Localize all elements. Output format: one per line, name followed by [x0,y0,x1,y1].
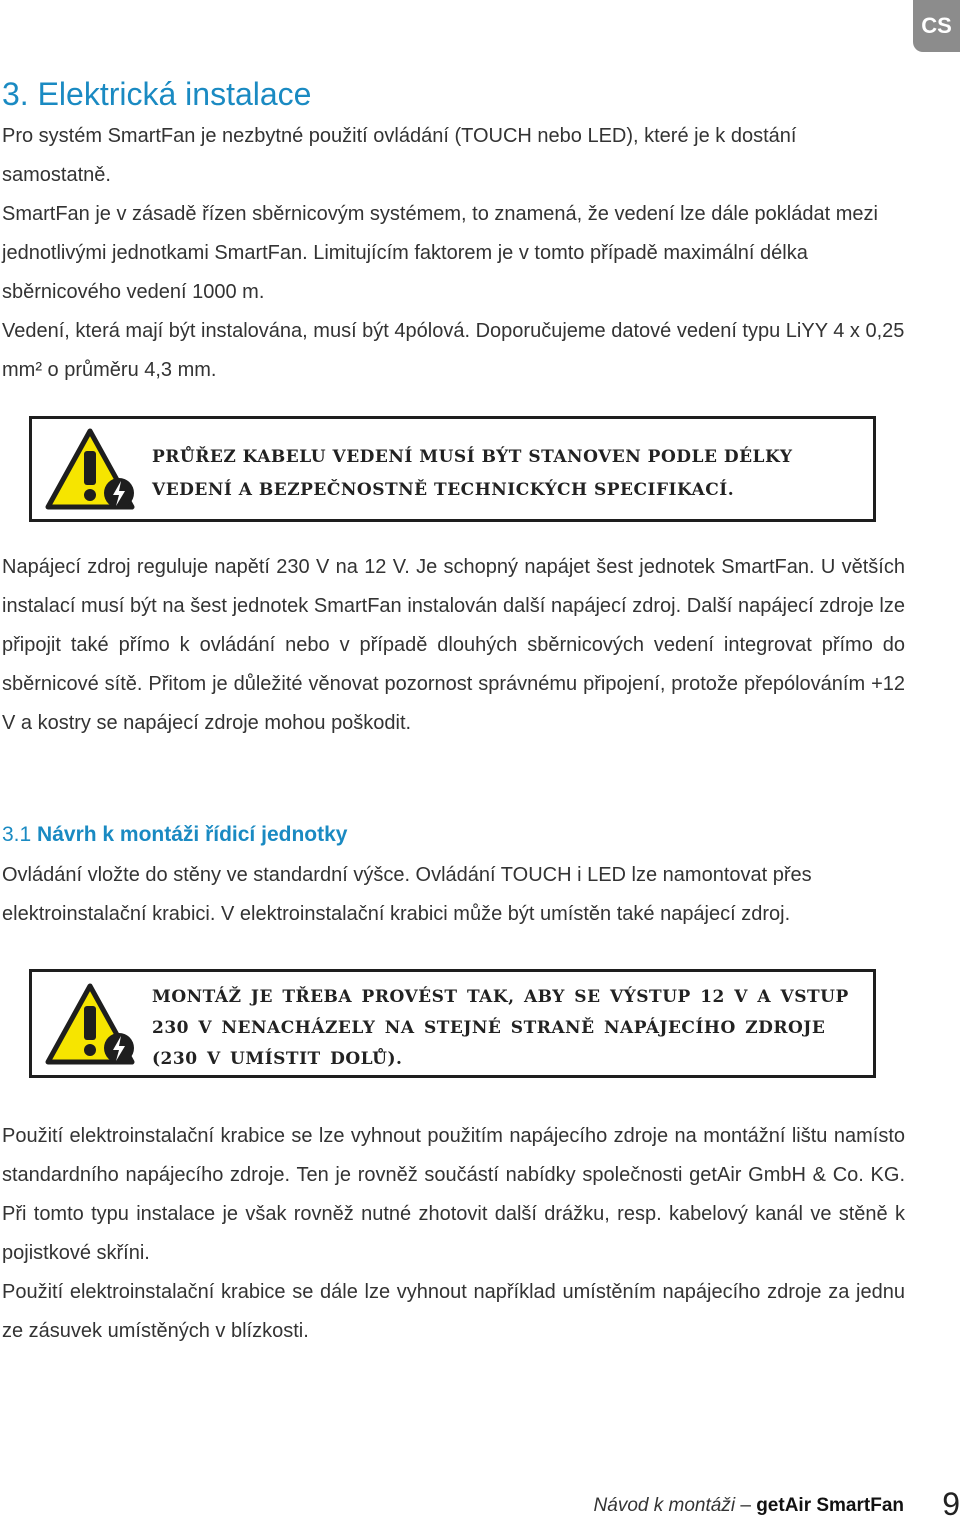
subsection-heading: Návrh k montáži řídicí jednotky [37,823,348,846]
intro-text [2,117,905,390]
warning-electric-icon [44,427,136,511]
subsection-title [2,820,347,850]
language-tab: CS [913,0,960,52]
warning-box-cable [29,416,876,522]
subsection-text [2,856,905,934]
closing-paragraph: Použití elektroinstalační krabice se dále lze vyhnout například umístěním napájecího zdroje za jednu ze zásuvek umístěných v blízkosti. [2,1281,905,1342]
power-paragraph: Napájecí zdroj reguluje napětí 230 V na 12 V. Je schopný napájet šest jednotek SmartFan. U větších instalací musí být na šest jednotek SmartFan instalován další napájecí zdroj. Další napájecí zdroje lze připojit také přímo k ovládání nebo v případě dlouhých sběrnicových vedení integrovat přímo do sběrnicové sítě. Přitom je důležité věnovat pozornost správnému připojení, protože přepólováním +12 V a kostry se napájecí zdroje mohou poškodit. [2,556,905,734]
closing-paragraph: Použití elektroinstalační krabice se lze vyhnout použitím napájecího zdroje na montážní lištu namísto standardního napájecího zdroje. Ten je rovněž součástí nabídky společnosti getAir GmbH & Co. KG. Při tomto typu instalace je však rovněž nutné zhotovit další drážku, resp. kabelový kanál ve stěně k pojistkové skříni. [2,1125,905,1264]
footer-brand: getAir SmartFan [756,1495,904,1516]
page-number: 9 [942,1486,960,1522]
footer [560,1486,904,1526]
warning-text-mounting: MONTÁŽ JE TŘEBA PROVÉST TAK, ABY SE VÝSTUP 12 V A VSTUP 230 V NENACHÁZELY NA STEJNÉ STRANĚ NAPÁJECÍHO ZDROJE (230 V UMÍSTIT DOLŮ). [152,987,849,1069]
power-supply-text [2,548,905,743]
subsection-paragraph: Ovládání vložte do stěny ve standardní výšce. Ovládání TOUCH i LED lze namontovat přes elektroinstalační krabici. V elektroinstalační krabici může být umístěn také napájecí zdroj. [2,864,812,925]
warning-box-mounting [29,969,876,1078]
footer-doc-label: Návod k montáži [593,1495,736,1516]
section-title: 3. Elektrická instalace [2,76,312,112]
intro-paragraph: SmartFan je v zásadě řízen sběrnicovým systémem, to znamená, že vedení lze dále pokládat mezi jednotlivými jednotkami SmartFan. Limitujícím faktorem je v tomto případě maximální délka sběrnicového vedení 1000 m. [2,203,878,303]
closing-text [2,1117,905,1351]
intro-paragraph: Pro systém SmartFan je nezbytné použití ovládání (TOUCH nebo LED), které je k dostání samostatně. [2,125,797,186]
footer-separator: – [740,1495,751,1516]
subsection-number: 3.1 [2,823,32,846]
intro-paragraph: Vedení, která mají být instalována, musí být 4pólová. Doporučujeme datové vedení typu LiYY 4 x 0,25 mm² o průměru 4,3 mm. [2,320,905,381]
warning-electric-icon [44,982,136,1066]
warning-text-cable: PRŮŘEZ KABELU VEDENÍ MUSÍ BÝT STANOVEN PODLE DÉLKY VEDENÍ A BEZPEČNOSTNĚ TECHNICKÝCH SPECIFIKACÍ. [152,447,793,500]
